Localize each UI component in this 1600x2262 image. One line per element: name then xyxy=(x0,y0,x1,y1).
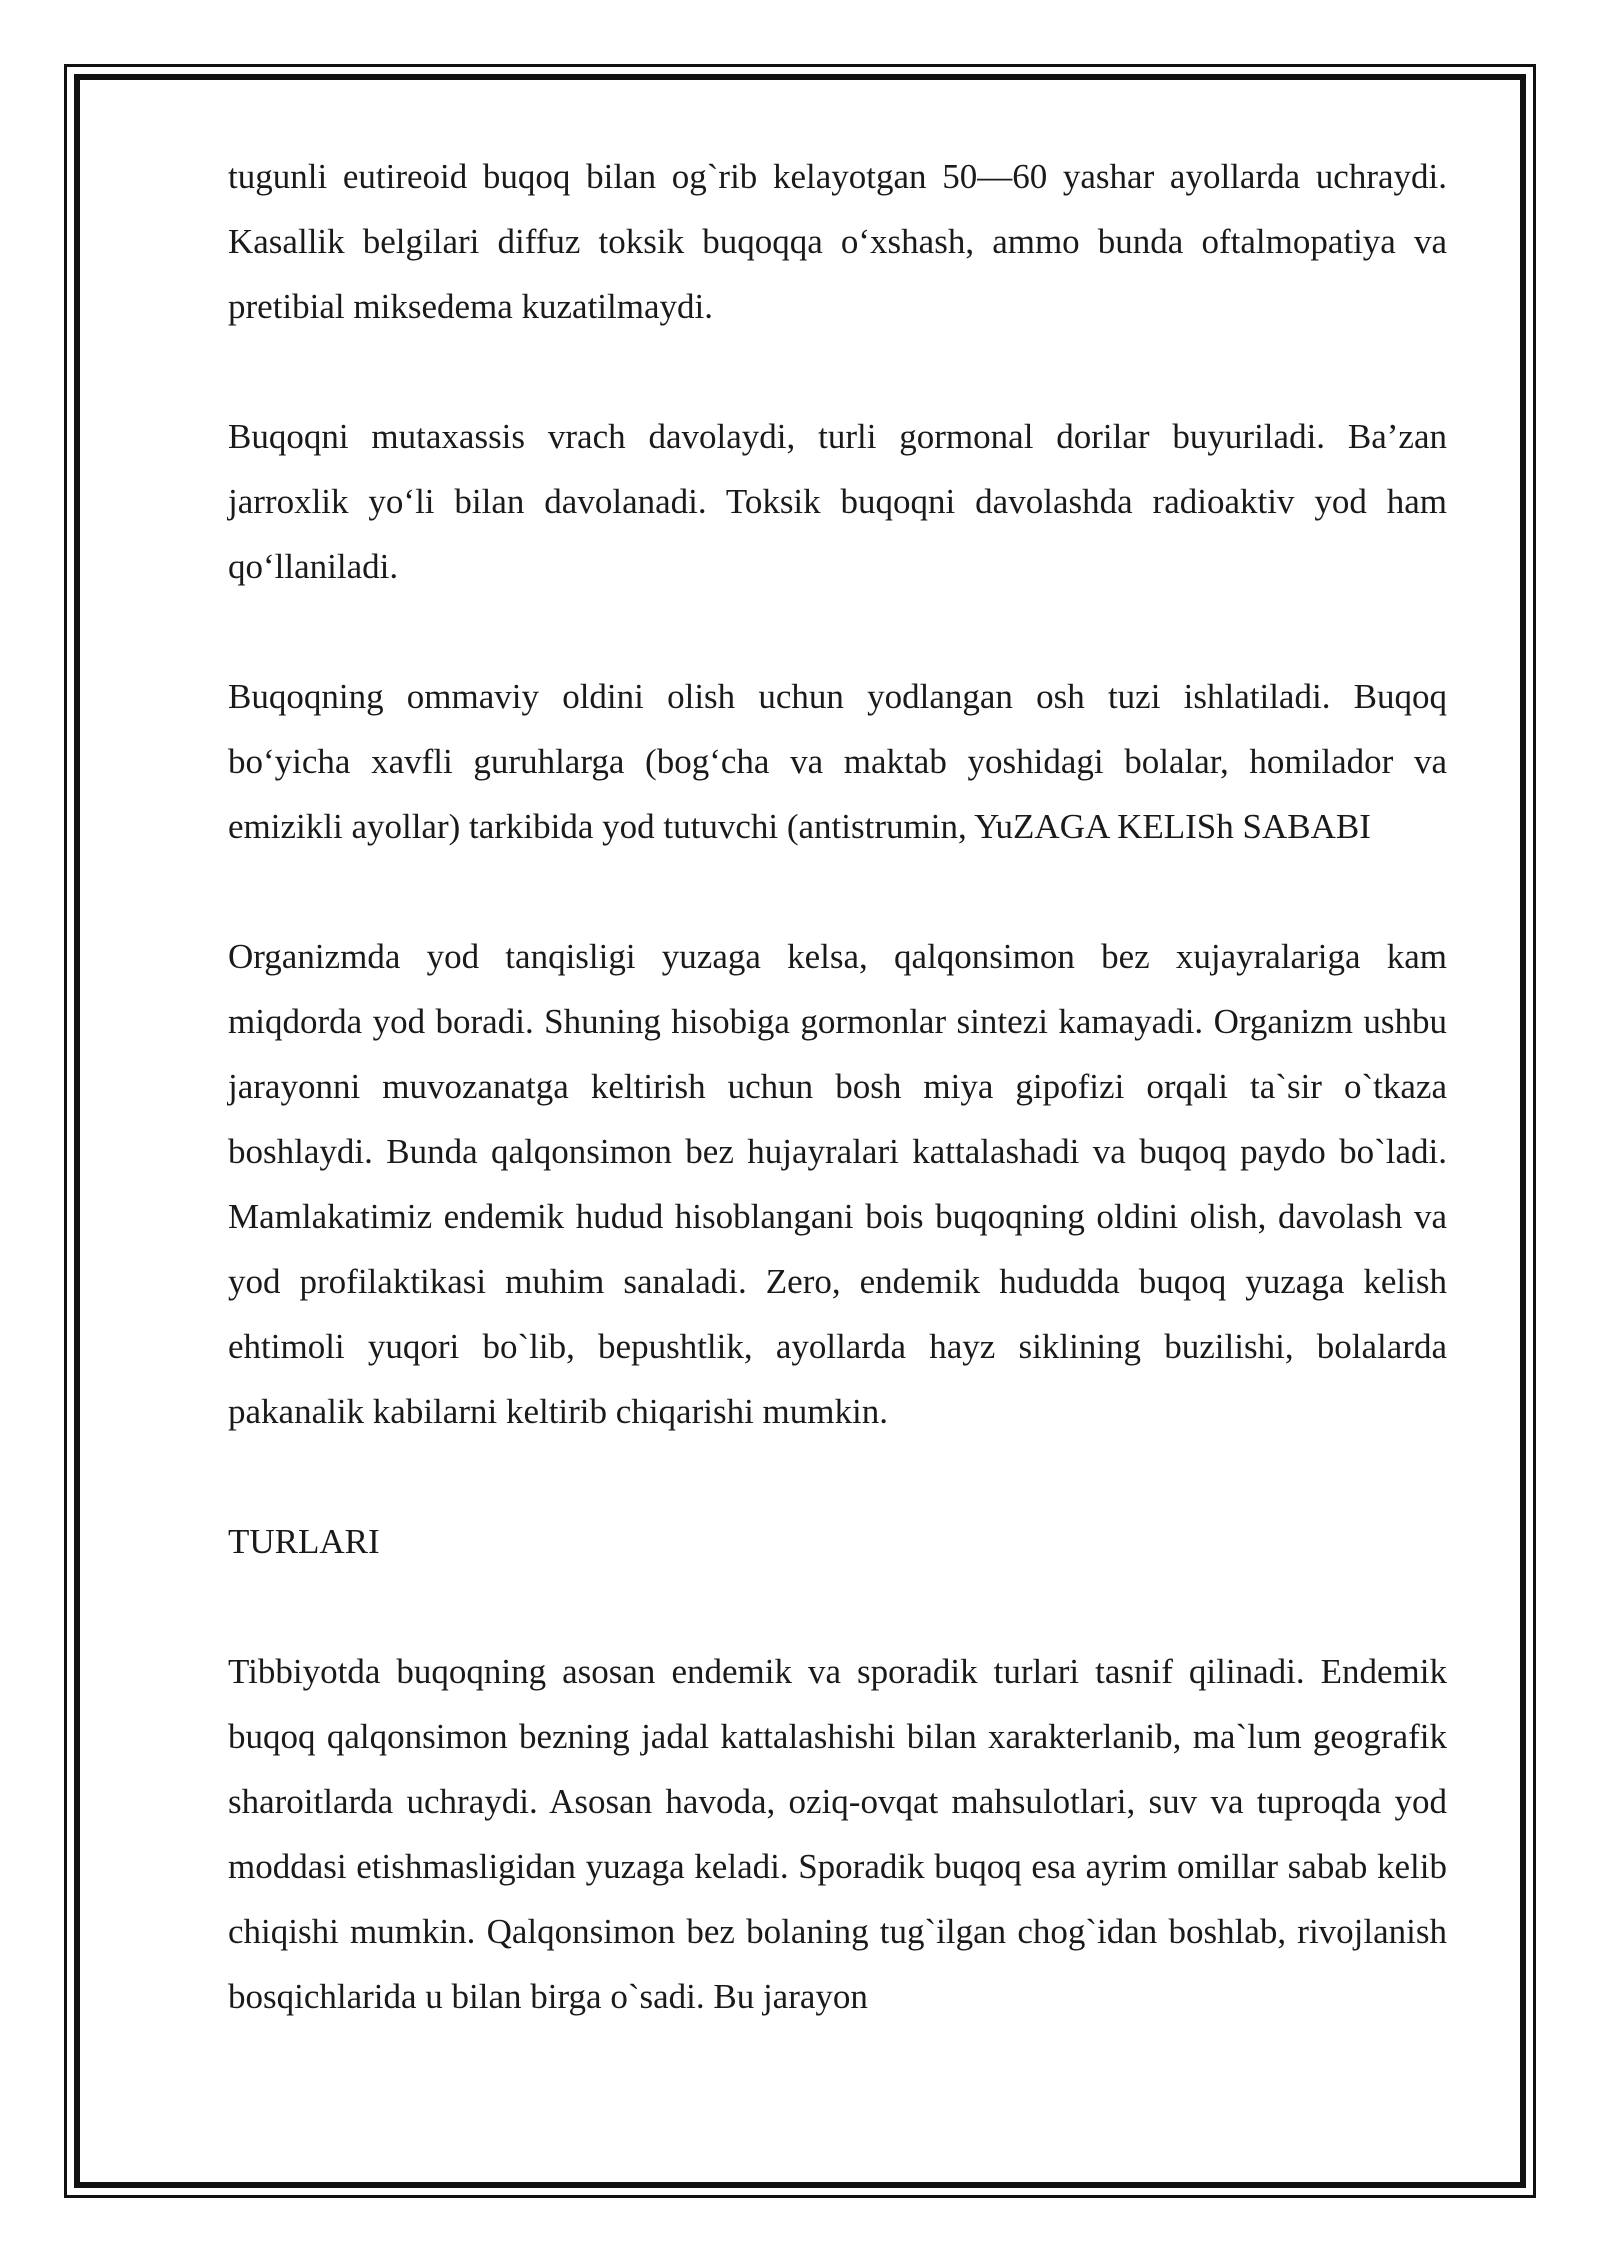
section-heading: TURLARI xyxy=(228,1522,380,1561)
page-content xyxy=(228,144,1447,2094)
paragraph-1: tugunli eutireoid buqoq bilan og`rib kelayotgan 50—60 yashar ayollarda uchraydi. Kasallik belgilari diffuz toksik buqoqqa o‘xshash, ammo bunda oftalmopatiya va pretibial miksedema kuzatilmaydi. xyxy=(228,157,1447,326)
paragraph-2: Buqoqni mutaxassis vrach davolaydi, turli gormonal dorilar buyuriladi. Ba’zan jarroxlik yo‘li bilan davolanadi. Toksik buqoqni davolashda radioaktiv yod ham qo‘llaniladi. xyxy=(228,417,1447,586)
paragraph-4: Organizmda yod tanqisligi yuzaga kelsa, qalqonsimon bez xujayralariga kam miqdorda yod boradi. Shuning hisobiga gormonlar sintezi kamayadi. Organizm ushbu jarayonni muvozanatga keltirish uchun bosh miya gipofizi orqali ta`sir o`tkaza boshlaydi. Bunda qalqonsimon bez hujayralari kattalashadi va buqoq paydo bo`ladi. Mamlakatimiz endemik hudud hisoblangani bois buqoqning oldini olish, davolash va yod profilaktikasi muhim sanaladi. Zero, endemik hududda buqoq yuzaga kelish ehtimoli yuqori bo`lib, bepushtlik, ayollarda hayz siklining buzilishi, bolalarda pakanalik kabilarni keltirib chiqarishi mumkin. xyxy=(228,937,1447,1431)
paragraph-3: Buqoqning ommaviy oldini olish uchun yodlangan osh tuzi ishlatiladi. Buqoq bo‘yicha xavfli guruhlarga (bog‘cha va maktab yoshidagi bolalar, homilador va emizikli ayollar) tarkibida yod tutuvchi (antistrumin, YuZAGA KELISh SABABI xyxy=(228,677,1447,846)
paragraph-5: Tibbiyotda buqoqning asosan endemik va sporadik turlari tasnif qilinadi. Endemik buqoq qalqonsimon bezning jadal kattalashishi bilan xarakterlanib, ma`lum geografik sharoitlarda uchraydi. Asosan havoda, oziq-ovqat mahsulotlari, suv va tuproqda yod moddasi etishmasligidan yuzaga keladi. Sporadik buqoq esa ayrim omillar sabab kelib chiqishi mumkin. Qalqonsimon bez bolaning tug`ilgan chog`idan boshlab, rivojlanish bosqichlarida u bilan birga o`sadi. Bu jarayon xyxy=(228,1652,1447,2016)
